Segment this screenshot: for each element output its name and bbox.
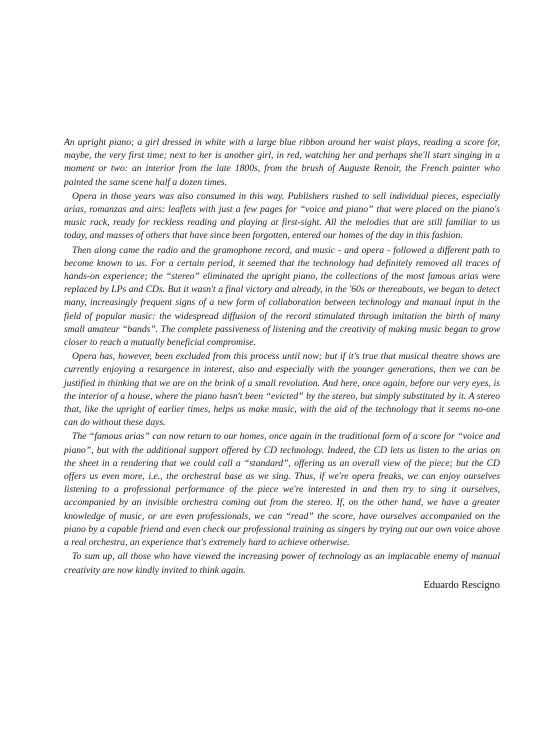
paragraph-sum-up: To sum up, all those who have viewed the increasing power of technology as an implacable enemy of manual creativity are now kindly invited to think again.: [64, 551, 500, 576]
paragraph-opera-excluded: Opera has, however, been excluded from this process until now; but if it's true that musical theatre shows are currently enjoying a resurgence in interest, also and especially with the younger generations, then we can be justified in thinking that we are on the brink of a small revolution. And here, once again, before our very eyes, is the interior of a house, where the piano hasn't been “evicted” by the stereo, but simply substituted by it. A stereo that, like the upright of earlier times, helps us make music, with the aid of the technology that it seems no-one can do without these days.: [64, 351, 500, 429]
article-body: [64, 136, 500, 592]
author-signature: Eduardo Rescigno: [423, 579, 500, 591]
paragraph-renoir-interior: An upright piano; a girl dressed in white with a large blue ribbon around her waist plays, reading a score for, maybe, the very first time; next to her is another girl, in red, watching her and perhaps she'll start singing in a moment or two: an interior from the late 1800s, from the brush of Auguste Renoir, the French painter who painted the same scene half a dozen times.: [64, 137, 500, 188]
paragraph-opera-consumption: Opera in those years was also consumed in this way. Publishers rushed to sell individual pieces, especially arias, romanzas and airs: leaflets with just a few pages for “voice and piano” that were placed on the piano's music rack, ready for reckless reading and playing at first-sight. All the melodies that are still familiar to us today, and masses of others that have since been forgotten, entered our homes of the day in this fashion.: [64, 190, 500, 242]
paragraph-radio-gramophone: Then along came the radio and the gramophone record, and music - and opera - followed a different path to become known to us. For a certain period, it seemed that the technology had definitely removed all traces of hands-on experience; the “stereo” eliminated the upright piano, the collections of the most famous arias were replaced by LPs and CDs. But it wasn't a final victory and already, in the '60s or thereabouts, we began to detect many, increasingly frequent signs of a new form of collaboration between technology and manual input in the field of popular music: the widespread diffusion of the record stimulated through imitation the birth of many small amateur “bands”. The complete passiveness of listening and the creativity of making music began to grow closer to reach a mutually beneficial compromise.: [64, 244, 500, 349]
paragraph-famous-arias: The “famous arias” can now return to our homes, once again in the traditional form of a score for “voice and piano”, but with the additional support offered by CD technology. Indeed, the CD lets us listen to the arias on the sheet in a rendering that we could call a “standard”, offering us an overall view of the piece; but the CD offers us even more, i.e., the orchestral base as we sing. Thus, if we're opera freaks, we can enjoy ourselves listening to a professional performance of the piece we're interested in and then try to sing it ourselves, accompanied by an invisible orchestra coming out from the stereo. If, on the other hand, we have a greater knowledge of music, or are even professionals, we can “read” the score, have ourselves accompanied on the piano by a capable friend and even check our professional training as singers by trying out our own voice above a real orchestra, an experience that's extremely hard to achieve otherwise.: [64, 431, 500, 549]
